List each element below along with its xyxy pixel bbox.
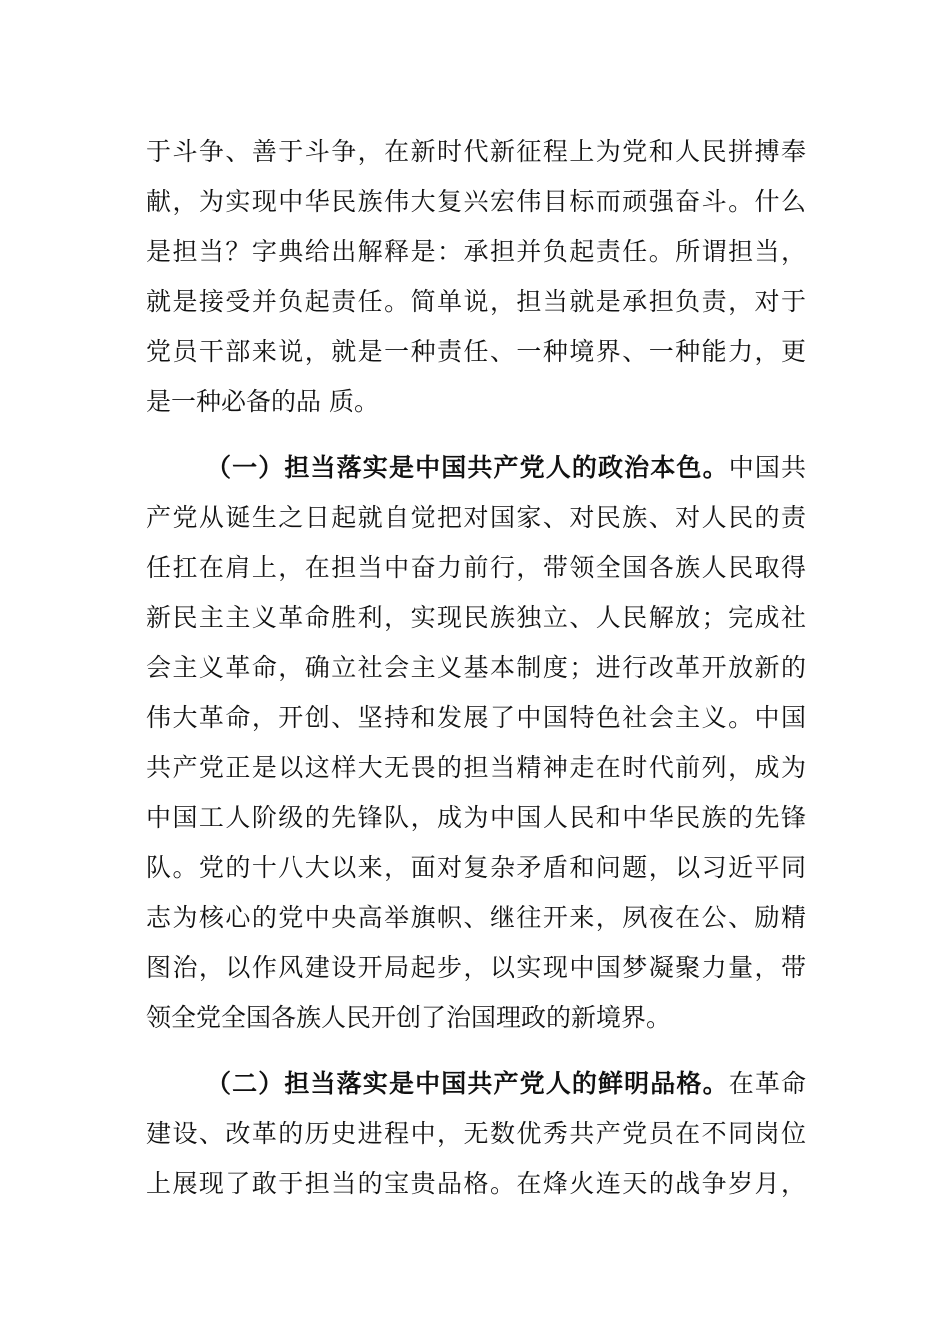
text-line-first bbox=[146, 443, 806, 493]
text-line: 中国工人阶级的先锋队，成为中国人民和中华民族的先锋 bbox=[146, 803, 806, 832]
text-line: 伟大革命，开创、坚持和发展了中国特色社会主义。中国 bbox=[146, 703, 806, 732]
paragraph-intro bbox=[146, 127, 806, 427]
text-line: 于斗争、善于斗争，在新时代新征程上为党和人民拼搏奉 bbox=[146, 137, 806, 166]
text-line: 献，为实现中华民族伟大复兴宏伟目标而顽强奋斗。什么 bbox=[146, 187, 806, 216]
section-heading: （二）担当落实是中国共产党人的鲜明品格。 bbox=[206, 1069, 729, 1098]
text-line: 领全党全国各族人民开创了治国理政的新境界。 bbox=[146, 1003, 672, 1032]
section-text: 在革命 bbox=[728, 1069, 806, 1098]
paragraph-section-1 bbox=[146, 443, 806, 1043]
paragraph-section-2 bbox=[146, 1059, 806, 1209]
text-line: 上展现了敢于担当的宝贵品格。在烽火连天的战争岁月， bbox=[146, 1169, 806, 1198]
text-line: 共产党正是以这样大无畏的担当精神走在时代前列，成为 bbox=[146, 753, 806, 782]
document-page bbox=[146, 127, 806, 1209]
text-line: 党员干部来说，就是一种责任、一种境界、一种能力，更 bbox=[146, 337, 806, 366]
text-line: 是一种必备的品 质。 bbox=[146, 387, 379, 416]
text-line: 志为核心的党中央高举旗帜、继往开来，夙夜在公、励精 bbox=[146, 903, 806, 932]
text-line: 任扛在肩上，在担当中奋力前行，带领全国各族人民取得 bbox=[146, 553, 806, 582]
text-line: 建设、改革的历史进程中，无数优秀共产党员在不同岗位 bbox=[146, 1119, 806, 1148]
section-heading: （一）担当落实是中国共产党人的政治本色。 bbox=[206, 453, 729, 482]
text-line: 就是接受并负起责任。简单说，担当就是承担负责，对于 bbox=[146, 287, 806, 316]
text-line: 会主义革命，确立社会主义基本制度；进行改革开放新的 bbox=[146, 653, 806, 682]
section-text: 中国共 bbox=[728, 453, 806, 482]
text-line: 是担当？字典给出解释是：承担并负起责任。所谓担当， bbox=[146, 237, 806, 266]
text-line-first bbox=[146, 1059, 806, 1109]
text-line: 产党从诞生之日起就自觉把对国家、对民族、对人民的责 bbox=[146, 503, 806, 532]
text-line: 图治，以作风建设开局起步，以实现中国梦凝聚力量，带 bbox=[146, 953, 806, 982]
text-line: 新民主主义革命胜利，实现民族独立、人民解放；完成社 bbox=[146, 603, 806, 632]
text-line: 队。党的十八大以来，面对复杂矛盾和问题，以习近平同 bbox=[146, 853, 806, 882]
